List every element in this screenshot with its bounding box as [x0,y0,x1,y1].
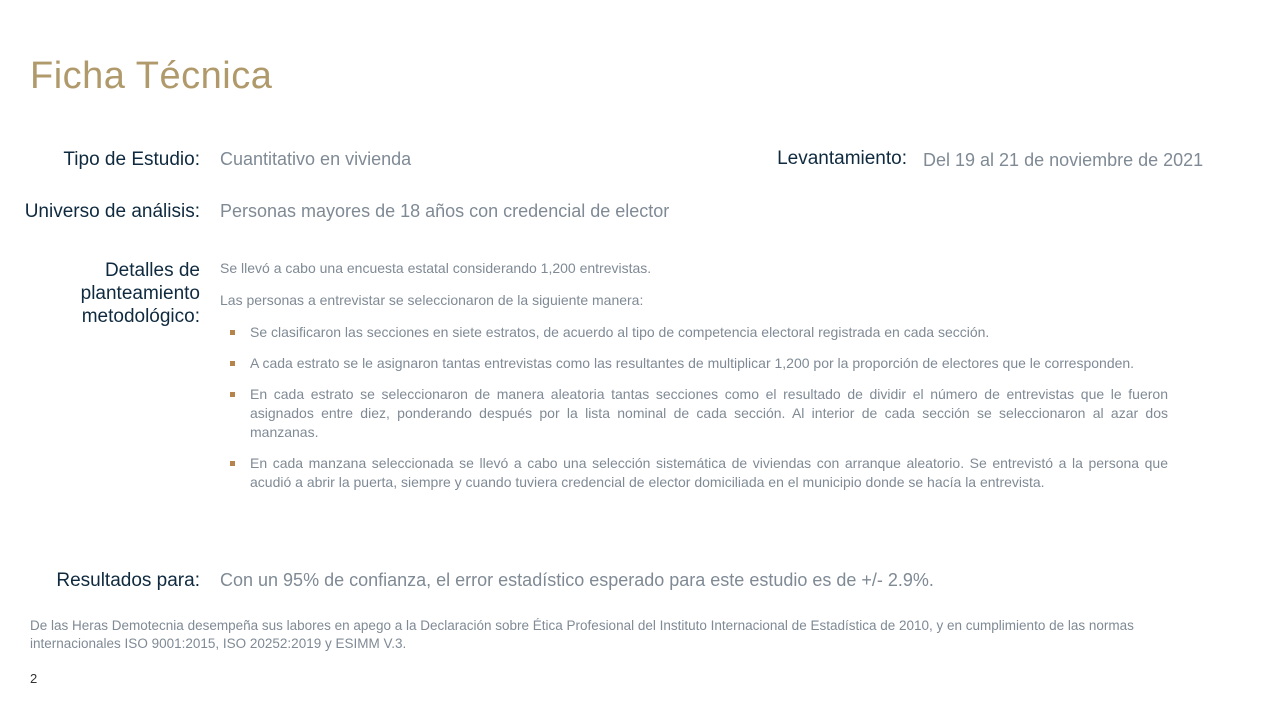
detalles-list [220,323,1168,492]
page-title: Ficha Técnica [30,55,273,97]
resultados-label: Resultados para: [56,570,200,591]
bullet-icon [230,392,235,397]
levantamiento-value: Del 19 al 21 de noviembre de 2021 [923,150,1204,170]
list-item [220,454,1168,492]
list-item-text: En cada estrato se seleccionaron de manera aleatoria tantas secciones como el resultado de dividir el número de entrevistas que le fueron asignados entre diez, ponderando después por la lista nominal de cada sección. Al interior de cada sección se seleccionaron al azar dos manzanas. [250,386,1168,440]
list-item [220,323,1168,342]
bullet-icon [230,361,235,366]
detalles-label-line: Detalles de [104,260,200,281]
tipo-estudio-value: Cuantitativo en vivienda [220,149,412,169]
list-item [220,385,1168,442]
list-item [220,354,1168,373]
detalles-intro: Las personas a entrevistar se seleccionaron de la siguiente manera: [220,292,644,308]
bullet-icon [230,330,235,335]
list-item-text: A cada estrato se le asignaron tantas entrevistas como las resultantes de multiplicar 1,200 por la proporción de electores que le corresponden. [250,355,1135,371]
detalles-label [81,259,200,328]
footer-note: De las Heras Demotecnia desempeña sus labores en apego a la Declaración sobre Ética Profesional del Instituto Internacional de Estadística de 2010, y en cumplimiento de las normas internacionales ISO 9001:2015, ISO 20252:2019 y ESIMM V.3. [30,618,1134,651]
detalles-label-line: metodológico: [81,306,200,327]
bullet-icon [230,461,235,466]
resultados-value: Con un 95% de confianza, el error estadístico esperado para este estudio es de +/- 2.9%. [220,570,934,590]
detalles-intro: Se llevó a cabo una encuesta estatal considerando 1,200 entrevistas. [220,260,652,276]
levantamiento-label: Levantamiento: [777,148,907,169]
page-number: 2 [30,671,38,686]
list-item-text: En cada manzana seleccionada se llevó a cabo una selección sistemática de viviendas con arranque aleatorio. Se entrevistó a la persona que acudió a abrir la puerta, siempre y cuando tuviera credencial de elector domiciliada en el municipio donde se hacía la entrevista. [250,455,1168,490]
universo-label: Universo de análisis: [24,201,200,222]
detalles-content [220,259,1168,504]
tipo-estudio-label: Tipo de Estudio: [63,149,200,170]
list-item-text: Se clasificaron las secciones en siete estratos, de acuerdo al tipo de competencia electoral registrada en cada sección. [250,324,990,340]
detalles-label-line: planteamiento [80,283,200,304]
universo-value: Personas mayores de 18 años con credencial de elector [220,201,670,221]
